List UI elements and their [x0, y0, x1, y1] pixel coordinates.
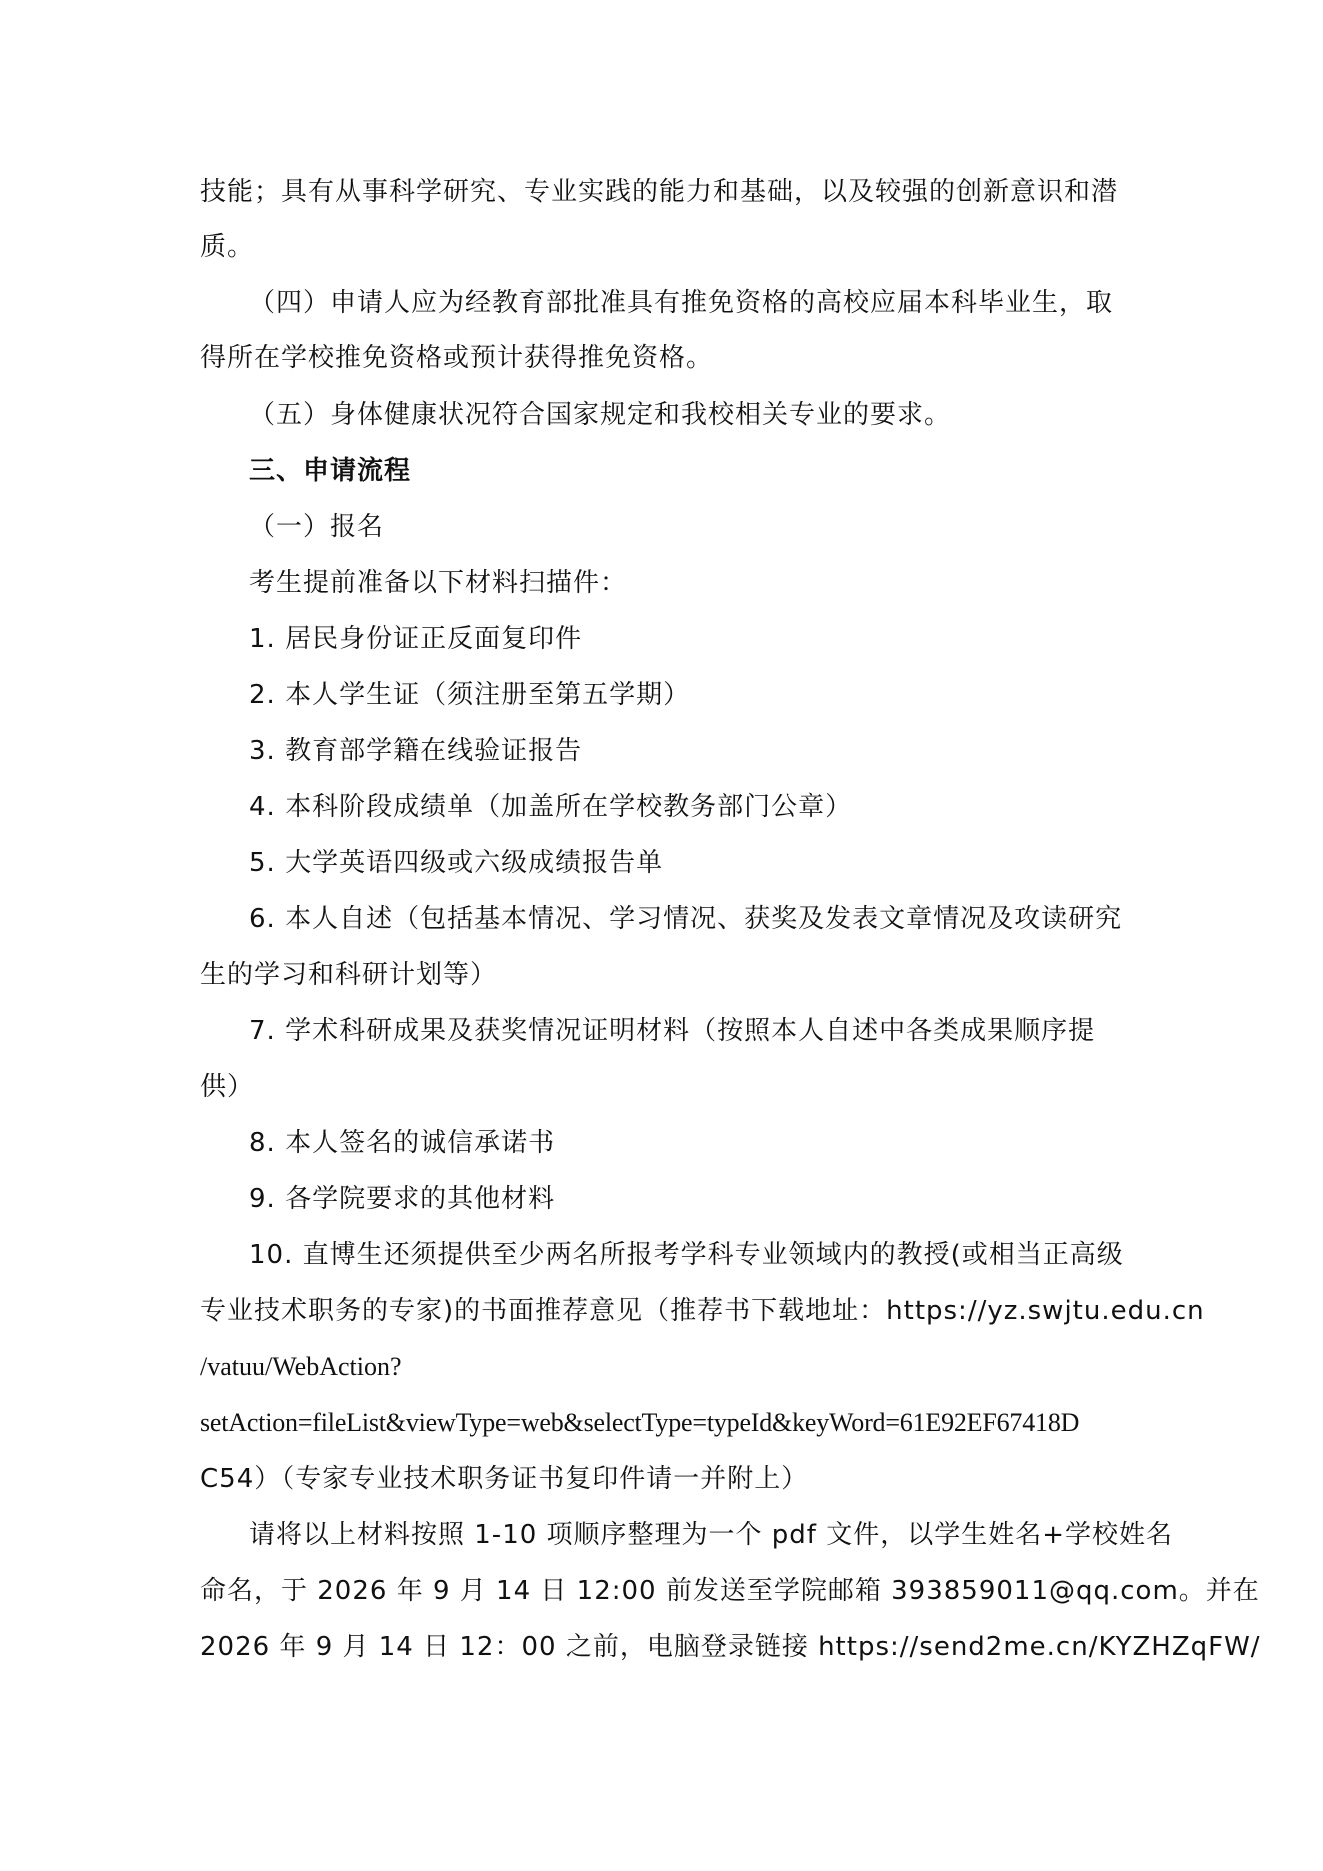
list-item-5: 5. 大学英语四级或六级成绩报告单: [249, 848, 664, 878]
url-line-1: /vatuu/WebAction?: [200, 1352, 402, 1381]
text-line-4: 得所在学校推免资格或预计获得推免资格。: [200, 343, 714, 373]
section-heading: 三、申请流程: [249, 456, 412, 486]
list-item-10-note: C54）（专家专业技术职务证书复印件请一并附上）: [200, 1464, 809, 1494]
submission-link: 2026 年 9 月 14 日 12：00 之前，电脑登录链接 https://send2me.cn/KYZHZqFW/: [200, 1632, 1261, 1662]
list-item-6: 6. 本人自述（包括基本情况、学习情况、获奖及发表文章情况及攻读研究: [249, 904, 1123, 934]
url-line-2: setAction=fileList&viewType=web&selectType=typeId&keyWord=61E92EF67418D: [200, 1408, 1080, 1437]
submission-deadline: 命名，于 2026 年 9 月 14 日 12:00 前发送至学院邮箱 393859011@qq.com。并在: [200, 1576, 1260, 1606]
list-item-9: 9. 各学院要求的其他材料: [249, 1184, 556, 1214]
materials-intro: 考生提前准备以下材料扫描件：: [249, 568, 628, 598]
list-item-4: 4. 本科阶段成绩单（加盖所在学校教务部门公章）: [249, 792, 853, 822]
text-line-1: 技能；具有从事科学研究、专业实践的能力和基础，以及较强的创新意识和潜: [200, 177, 1119, 207]
list-item-10-continuation: 专业技术职务的专家)的书面推荐意见（推荐书下载地址：https://yz.swjtu.edu.cn: [200, 1296, 1205, 1326]
list-item-7: 7. 学术科研成果及获奖情况证明材料（按照本人自述中各类成果顺序提: [249, 1016, 1096, 1046]
list-item-10: 10. 直博生还须提供至少两名所报考学科专业领域内的教授(或相当正高级: [249, 1240, 1124, 1270]
list-item-3: 3. 教育部学籍在线验证报告: [249, 736, 583, 766]
text-line-3: （四）申请人应为经教育部批准具有推免资格的高校应届本科毕业生，取: [249, 288, 1114, 318]
list-item-6-continuation: 生的学习和科研计划等）: [200, 960, 498, 990]
list-item-2: 2. 本人学生证（须注册至第五学期）: [249, 680, 691, 710]
text-line-5: （五）身体健康状况符合国家规定和我校相关专业的要求。: [249, 400, 952, 430]
submission-instruction: 请将以上材料按照 1-10 项顺序整理为一个 pdf 文件，以学生姓名+学校姓名: [249, 1520, 1174, 1550]
subsection-heading: （一）报名: [249, 512, 385, 542]
list-item-7-continuation: 供）: [200, 1072, 255, 1102]
list-item-8: 8. 本人签名的诚信承诺书: [249, 1128, 556, 1158]
text-line-2: 质。: [200, 232, 255, 262]
list-item-1: 1. 居民身份证正反面复印件: [249, 624, 583, 654]
